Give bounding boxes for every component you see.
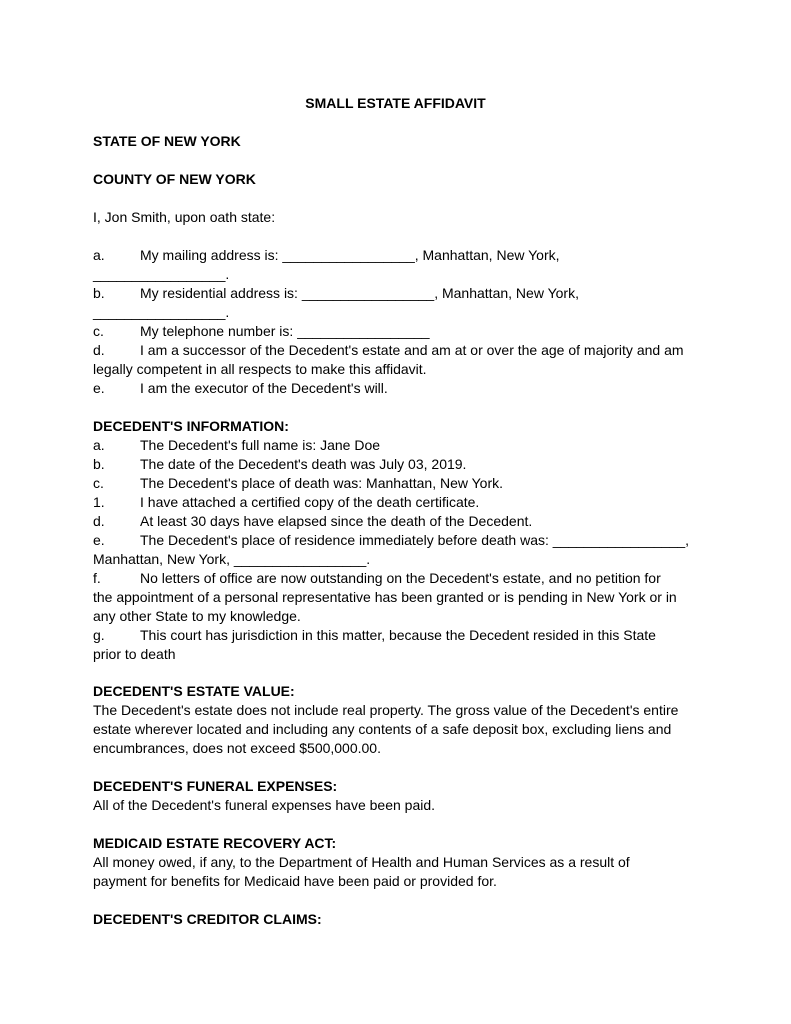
county-heading: COUNTY OF NEW YORK [93,171,256,187]
decedent-info-f: f. No letters of office are now outstanding on the Decedent's estate, and no petition for [93,570,661,586]
statement-e: e. I am the executor of the Decedent's will. [93,380,388,396]
statement-c: c. My telephone number is: _________________ [93,323,430,339]
statement-a: a. My mailing address is: _________________, Manhattan, New York, [93,247,560,263]
estate-value-section [93,682,693,758]
estate-value-line: encumbrances, does not exceed $500,000.00. [93,740,381,756]
statement-list [93,246,693,398]
estate-value-heading: DECEDENT'S ESTATE VALUE: [93,683,295,699]
decedent-info-d: d. At least 30 days have elapsed since the death of the Decedent. [93,513,533,529]
funeral-text: All of the Decedent's funeral expenses have been paid. [93,797,436,813]
statement-a-continued: _________________. [93,266,230,282]
medicaid-line: payment for benefits for Medicaid have been paid or provided for. [93,873,497,889]
statement-b: b. My residential address is: _________________, Manhattan, New York, [93,285,579,301]
decedent-info-c: c. The Decedent's place of death was: Manhattan, New York. [93,475,504,491]
decedent-info-g-continued: prior to death [93,646,176,662]
medicaid-section [93,834,693,891]
state-heading: STATE OF NEW YORK [93,133,241,149]
statement-d-continued: legally competent in all respects to make this affidavit. [93,361,427,377]
funeral-section [93,777,693,815]
decedent-info-f-continued: the appointment of a personal representative has been granted or is pending in New York or in [93,589,677,605]
decedent-info-section [93,417,693,664]
decedent-info-g: g. This court has jurisdiction in this matter, because the Decedent resided in this State [93,627,656,643]
intro-line: I, Jon Smith, upon oath state: [93,209,276,225]
statement-d: d. I am a successor of the Decedent's estate and am at or over the age of majority and am [93,342,684,358]
decedent-info-heading: DECEDENT'S INFORMATION: [93,418,289,434]
decedent-info-e: e. The Decedent's place of residence immediately before death was: _________________, [93,532,690,548]
creditor-heading: DECEDENT'S CREDITOR CLAIMS: [93,911,322,927]
estate-value-line: estate wherever located and including any contents of a safe deposit box, excluding liens and [93,721,672,737]
medicaid-line: All money owed, if any, to the Department of Health and Human Services as a result of [93,854,630,870]
decedent-info-a: a. The Decedent's full name is: Jane Doe [93,437,381,453]
statement-b-continued: _________________. [93,304,230,320]
decedent-info-b: b. The date of the Decedent's death was July 03, 2019. [93,456,467,472]
estate-value-line: The Decedent's estate does not include real property. The gross value of the Decedent's entire [93,702,679,718]
decedent-info-f-continued-2: any other State to my knowledge. [93,608,301,624]
funeral-heading: DECEDENT'S FUNERAL EXPENSES: [93,778,338,794]
document-title: SMALL ESTATE AFFIDAVIT [305,95,486,111]
medicaid-heading: MEDICAID ESTATE RECOVERY ACT: [93,835,337,851]
decedent-info-e-continued: Manhattan, New York, _________________. [93,551,371,567]
decedent-info-1: 1. I have attached a certified copy of the death certificate. [93,494,480,510]
